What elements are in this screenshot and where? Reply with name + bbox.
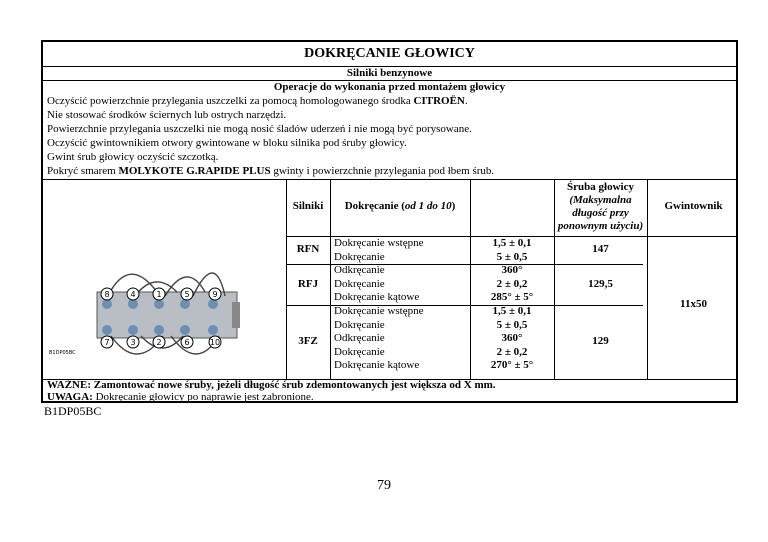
- values-list: 1,5 ± 0,1 5 ± 0,5 360° 2 ± 0,2 285° ± 5° 1,5 ± 0,1 5 ± 0,5 360° 2 ± 0,2 270° ± 5°: [490, 237, 534, 372]
- bolt-label: 9: [212, 290, 218, 299]
- bolt-label: 6: [184, 338, 190, 347]
- bolt-sequence-diagram: [47, 232, 287, 372]
- instruction-line: Pokryć smarem MOLYKOTE G.RAPIDE PLUS gwinty i powierzchnie przylegania pod łbem śrub.: [47, 165, 495, 177]
- instruction-line: Nie stosować środków ściernych lub ostrych narzędzi.: [47, 109, 287, 121]
- instruction-line: Oczyścić gwintownikiem otwory gwintowane w bloku silnika pod śruby głowicy.: [47, 137, 407, 149]
- torque-table: [43, 179, 736, 380]
- bolt-length-cell: 147: [592, 243, 609, 255]
- col-torque-header: Dokręcanie (od 1 do 10): [344, 200, 456, 212]
- instruction-line: Powierzchnie przylegania uszczelki nie mogą nosić śladów uderzeń i nie mogą być porysowane.: [47, 123, 472, 135]
- warning-text: WAŻNE: Zamontować nowe śruby, jeżeli długość śrub zdemontowanych jest większa od X mm.: [47, 379, 496, 391]
- cylinder-head-image: [47, 232, 287, 372]
- figure-code: B1DP05BC: [49, 350, 76, 356]
- note-text: UWAGA: Dokręcanie głowicy po naprawie jest zabronione.: [47, 391, 314, 403]
- engine-cell: 3FZ: [298, 335, 318, 347]
- bolt-label: 7: [104, 338, 110, 347]
- instruction-line: Gwint śrub głowicy oczyścić szczotką.: [47, 151, 219, 163]
- bolt-label: 8: [104, 290, 110, 299]
- steps-list: Dokręcanie wstępne Dokręcanie Odkręcanie Dokręcanie Dokręcanie kątowe Dokręcanie wstępne Dokręcanie Odkręcanie Dokręcanie Dokręcanie kątowe: [334, 237, 424, 372]
- figure-reference: B1DP05BC: [44, 404, 102, 418]
- page-number: 79: [377, 478, 391, 493]
- bolt-length-cell: 129: [592, 335, 609, 347]
- instruction-line: Oczyścić powierzchnie przylegania uszczelki za pomocą homologowanego środka CITROËN.: [47, 95, 468, 107]
- engine-cell: RFN: [296, 243, 320, 255]
- bolt-length-cell: 129,5: [588, 278, 613, 290]
- tap-cell: 11x50: [680, 298, 707, 310]
- operations-heading: Operacje do wykonania przed montażem głowicy: [273, 81, 506, 93]
- bolt-label: 5: [184, 290, 190, 299]
- subtitle: Silniki benzynowe: [43, 66, 736, 81]
- bolt-label: 4: [130, 290, 136, 299]
- engine-cell: RFJ: [297, 278, 319, 290]
- bolt-label: 2: [156, 338, 162, 347]
- bolt-label: 10: [209, 338, 221, 347]
- page-title: DOKRĘCANIE GŁOWICY: [43, 42, 736, 67]
- table-frame: [41, 40, 738, 403]
- bolt-label: 1: [156, 290, 162, 299]
- col-bolt-header: Śruba głowicy (Maksymalna długość przy ponownym użyciu): [557, 181, 644, 232]
- col-tap-header: Gwintownik: [664, 200, 723, 212]
- bolt-label: 3: [130, 338, 136, 347]
- col-engines-header: Silniki: [292, 200, 324, 212]
